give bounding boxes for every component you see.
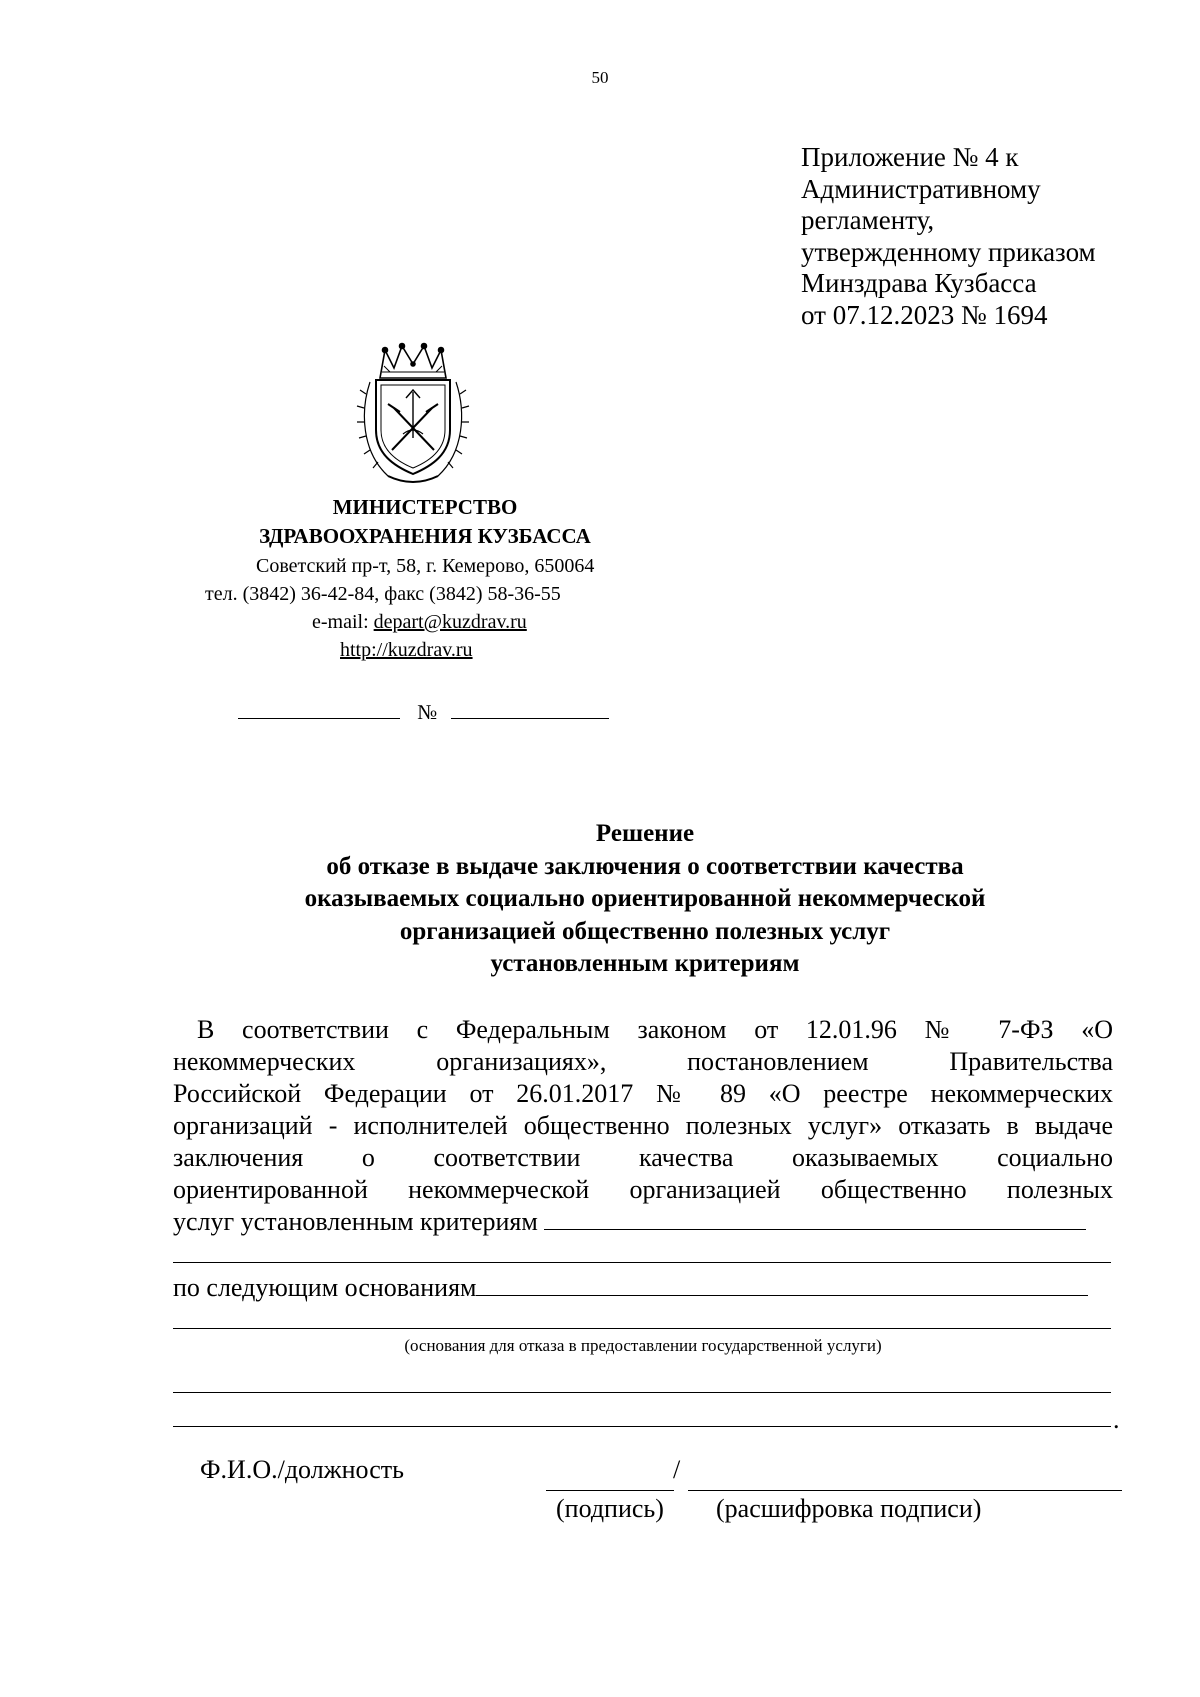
appendix-line: Административному <box>801 173 1041 204</box>
title-line: Решение <box>595 820 695 847</box>
grounds-row <box>173 1272 1113 1304</box>
appendix-line: регламенту, <box>801 205 935 235</box>
decoding-caption: (расшифровка подписи) <box>716 1494 982 1523</box>
ministry-phone-fax: тел. (3842) 36-42-84, факс (3842) 58-36-55 <box>205 583 561 605</box>
title-line: об отказе в выдаче заключения о соответствии качества <box>326 852 964 880</box>
end-period: . <box>1113 1405 1120 1434</box>
title-line: оказываемых социально ориентированной некоммерческой <box>304 885 986 912</box>
signature-blank <box>546 1490 674 1491</box>
grounds-label: по следующим основаниям <box>173 1273 477 1302</box>
blank-line <box>173 1426 1111 1427</box>
appendix-line: Минздрава Кузбасса <box>801 268 1037 298</box>
ministry-name-line: ЗДРАВООХРАНЕНИЯ КУЗБАССА <box>259 524 591 548</box>
criteria-blank <box>544 1209 1086 1230</box>
appendix-reference <box>801 142 1181 331</box>
signature-caption: (подпись) <box>556 1494 664 1523</box>
ministry-address: Советский пр-т, 58, г. Кемерово, 650064 <box>256 555 595 577</box>
ministry-name-line: МИНИСТЕРСТВО <box>332 495 518 519</box>
body-line: организаций - исполнителей общественно полезных услуг» отказать в выдаче <box>173 1111 1113 1140</box>
blank-line <box>173 1392 1111 1393</box>
number-sign: № <box>417 700 438 724</box>
body-line: В соответствии с Федеральным законом от 12.01.96 № 7-ФЗ «О <box>197 1015 1113 1044</box>
date-blank <box>238 698 400 719</box>
number-blank <box>451 698 609 719</box>
signature-separator: / <box>673 1455 681 1484</box>
crown-icon <box>380 344 446 379</box>
title-line: организацией общественно полезных услуг <box>399 917 891 945</box>
decision-body <box>173 1014 1113 1238</box>
grounds-note: (основания для отказа в предоставлении государственной услуги) <box>404 1336 882 1355</box>
ministry-name <box>150 493 700 551</box>
title-line: установленным критериям <box>490 950 800 977</box>
grounds-blank <box>476 1275 1088 1296</box>
body-line: некоммерческих организациях», постановлением Правительства <box>173 1047 1113 1076</box>
blank-line <box>173 1262 1111 1263</box>
body-line: заключения о соответствии качества оказываемых социально <box>173 1143 1113 1172</box>
page-number: 50 <box>591 68 609 87</box>
appendix-line: от 07.12.2023 № 1694 <box>801 299 1048 330</box>
email-label: e-mail: <box>312 611 374 633</box>
body-line: Российской Федерации от 26.01.2017 № 89 «О реестре некоммерческих <box>173 1079 1113 1108</box>
blank-line <box>173 1328 1111 1329</box>
body-line-last <box>173 1206 1113 1238</box>
body-line: ориентированной некоммерческой организацией общественно полезных <box>173 1175 1113 1204</box>
decoding-blank <box>688 1490 1122 1491</box>
signatory-label: Ф.И.О./должность <box>200 1455 404 1484</box>
email-link[interactable]: depart@kuzdrav.ru <box>373 611 527 633</box>
decision-title <box>180 818 1110 981</box>
appendix-line: Приложение № 4 к <box>801 142 1019 172</box>
appendix-line: утвержденному приказом <box>801 236 1096 267</box>
website-link[interactable]: http://kuzdrav.ru <box>340 639 473 661</box>
registration-line <box>238 698 609 725</box>
body-last-text: услуг установленным критериям <box>173 1207 538 1236</box>
ministry-email <box>312 608 527 636</box>
kuzbass-coat-of-arms-icon <box>354 342 472 490</box>
